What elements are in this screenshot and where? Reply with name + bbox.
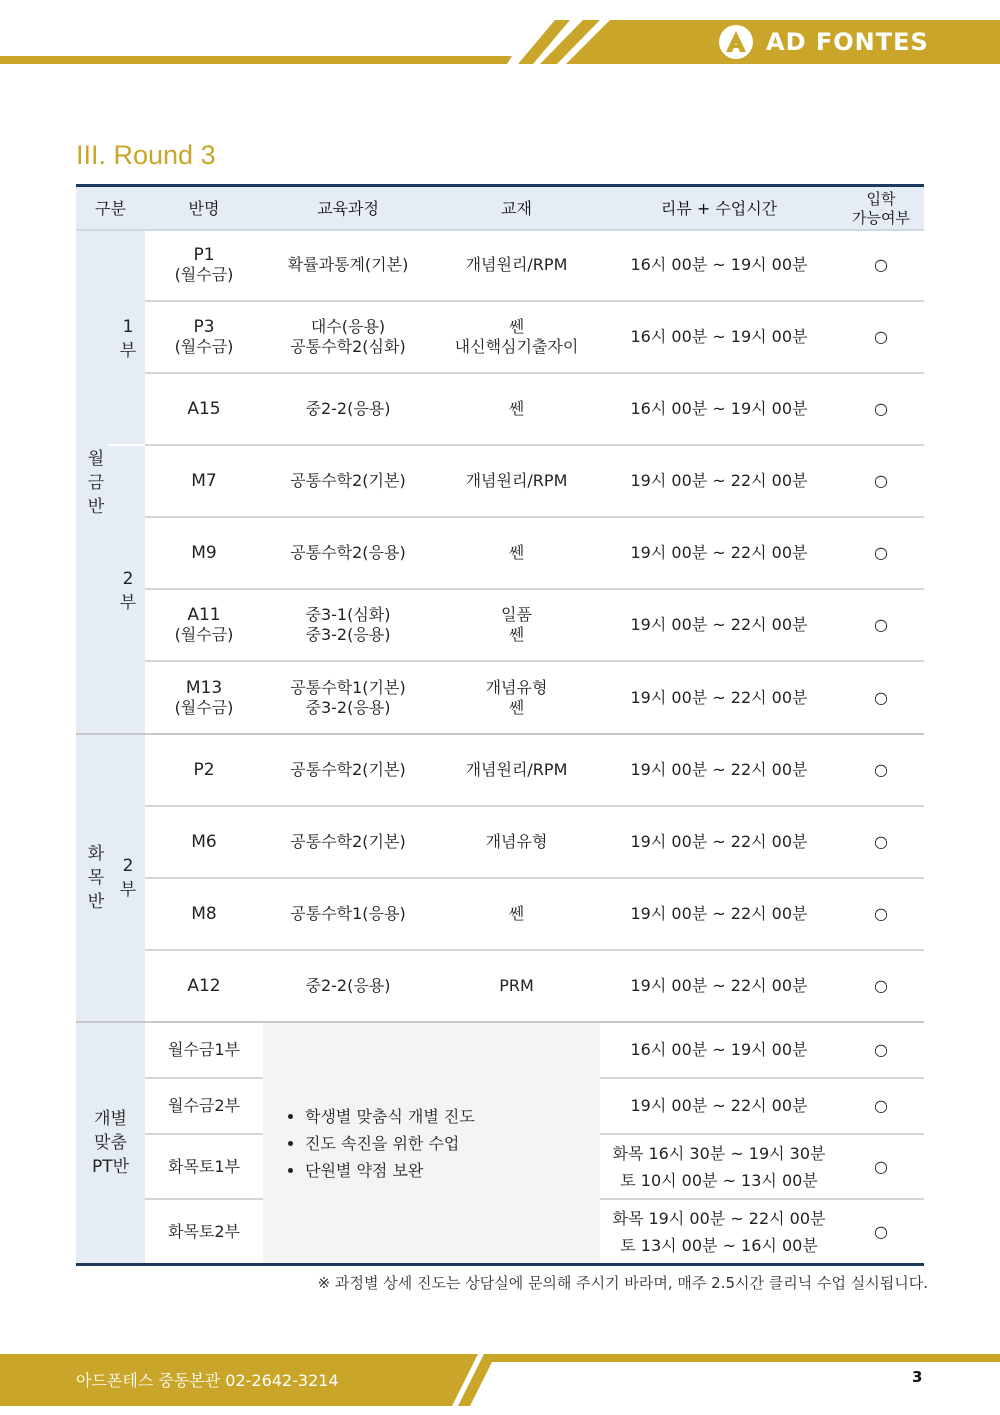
class-name: M7	[191, 471, 217, 491]
course-line: 중2-2(응용)	[305, 976, 391, 995]
textbook-cell	[433, 735, 600, 805]
course-line: 공통수학2(기본)	[290, 471, 406, 490]
textbook-cell	[433, 446, 600, 516]
course-cell	[263, 446, 433, 516]
availability-mark: ○	[874, 976, 888, 995]
course-cell	[263, 518, 433, 588]
textbook-line: 쎈	[508, 543, 525, 562]
pt-time-cell	[600, 1200, 838, 1263]
course-line: 중3-1(심화)	[305, 605, 391, 624]
page-number: 3	[912, 1368, 923, 1386]
class-cell	[145, 374, 263, 444]
pt-time-cell	[600, 1079, 838, 1133]
textbook-line: 일품	[501, 605, 532, 624]
textbook-cell	[433, 807, 600, 877]
course-line: 확률과통계(기본)	[287, 255, 409, 274]
header-class: 반명	[188, 198, 220, 218]
time-line: 토 13시 00분 ~ 16시 00분	[620, 1235, 818, 1255]
section-title: III. Round 3	[76, 140, 216, 170]
availability-mark: ○	[874, 399, 888, 418]
class-name: M13	[185, 677, 223, 698]
course-line: 공통수학2(심화)	[290, 337, 406, 356]
time-line: 화목 19시 00분 ~ 22시 00분	[612, 1208, 826, 1228]
textbook-line: 개념유형	[485, 677, 548, 697]
class-cell	[145, 807, 263, 877]
availability-mark: ○	[874, 471, 888, 490]
class-name: A15	[187, 399, 221, 419]
class-days: (월수금)	[174, 337, 234, 356]
course-cell	[263, 951, 433, 1021]
part-label-char: 부	[119, 593, 137, 613]
course-cell	[263, 662, 433, 733]
table-row	[0, 590, 1000, 660]
course-line: 공통수학1(기본)	[290, 677, 406, 697]
time-cell: 19시 00분 ~ 22시 00분	[630, 687, 808, 707]
class-cell	[145, 230, 263, 300]
course-line: 중3-2(응용)	[305, 625, 391, 644]
class-name: A12	[187, 976, 221, 996]
availability-mark: ○	[874, 327, 888, 346]
class-name: M9	[191, 543, 217, 563]
time-line: 토 10시 00분 ~ 13시 00분	[620, 1170, 818, 1190]
part-label-char: 2	[122, 856, 134, 876]
textbook-cell	[433, 879, 600, 949]
table-row	[0, 446, 1000, 516]
textbook-cell	[433, 662, 600, 733]
group-label-char: 반	[87, 892, 105, 912]
group-label-char: 목	[87, 868, 105, 888]
table-row	[0, 230, 1000, 300]
textbook-line: 쎈	[508, 399, 525, 418]
group-label-char: 금	[87, 473, 105, 493]
class-cell	[145, 446, 263, 516]
header-textbook: 교재	[501, 198, 532, 218]
course-cell	[263, 230, 433, 300]
time-line: 19시 00분 ~ 22시 00분	[630, 1096, 808, 1115]
brand-logo	[718, 24, 929, 60]
textbook-line: 개념원리/RPM	[465, 760, 568, 779]
course-line: 공통수학1(응용)	[290, 904, 406, 923]
time-cell: 19시 00분 ~ 22시 00분	[630, 471, 808, 490]
header-category: 구분	[95, 198, 126, 218]
availability-mark: ○	[874, 1040, 888, 1059]
textbook-line: 쎈	[508, 697, 525, 717]
pt-row	[0, 1079, 1000, 1133]
pt-row	[0, 1200, 1000, 1263]
group-label-char: 반	[87, 497, 105, 517]
part-label-char: 2	[122, 569, 134, 589]
time-cell: 16시 00분 ~ 19시 00분	[630, 327, 808, 346]
course-line: 대수(응용)	[310, 317, 386, 336]
header-admission	[838, 187, 924, 230]
footnote: ※ 과정별 상세 진도는 상담실에 문의해 주시기 바라며, 매주 2.5시간 클리닉 수업 실시됩니다.	[317, 1274, 928, 1292]
pt-feature-list	[285, 1103, 475, 1184]
table-row	[0, 951, 1000, 1021]
class-cell	[145, 590, 263, 660]
class-days: (월수금)	[174, 265, 234, 284]
textbook-line: 개념유형	[485, 832, 548, 851]
availability-mark: ○	[874, 255, 888, 274]
class-name: M6	[191, 832, 217, 852]
header-course: 교육과정	[317, 198, 379, 218]
table-row	[0, 807, 1000, 877]
course-cell	[263, 807, 433, 877]
availability-mark: ○	[874, 832, 888, 851]
textbook-line: 개념원리/RPM	[465, 471, 568, 490]
course-line: 중2-2(응용)	[305, 399, 391, 418]
table-row	[0, 518, 1000, 588]
header-admission-line: 가능여부	[852, 208, 910, 227]
group-label-char: 화	[87, 844, 105, 864]
table-row	[0, 302, 1000, 372]
pt-feature-item: • 단원별 약점 보완	[305, 1157, 475, 1184]
group-label-line: PT반	[91, 1157, 130, 1177]
course-cell	[263, 302, 433, 372]
pt-class-cell: 월수금2부	[167, 1096, 240, 1115]
group-label-char: 월	[87, 449, 105, 469]
textbook-cell	[433, 590, 600, 660]
course-line: 공통수학2(기본)	[290, 832, 406, 851]
class-cell	[145, 662, 263, 733]
part-label-char: 부	[119, 341, 137, 361]
time-cell: 19시 00분 ~ 22시 00분	[630, 543, 808, 562]
time-cell: 19시 00분 ~ 22시 00분	[630, 615, 808, 634]
time-cell: 16시 00분 ~ 19시 00분	[630, 255, 808, 274]
pt-feature-item: • 학생별 맞춤식 개별 진도	[305, 1103, 475, 1130]
availability-mark: ○	[874, 543, 888, 562]
time-line: 16시 00분 ~ 19시 00분	[630, 1040, 808, 1059]
course-line: 공통수학2(응용)	[290, 543, 406, 562]
pt-class-cell: 화목토2부	[167, 1221, 240, 1241]
textbook-cell	[433, 518, 600, 588]
class-days: (월수금)	[174, 697, 234, 717]
part-label-char: 부	[119, 880, 137, 900]
textbook-line: 쎈	[508, 625, 525, 644]
course-cell	[263, 879, 433, 949]
availability-mark: ○	[874, 1156, 888, 1176]
class-name: P3	[193, 317, 215, 337]
class-name: P2	[193, 760, 215, 780]
textbook-line: 쎈	[508, 904, 525, 923]
table-row	[0, 879, 1000, 949]
class-cell	[145, 735, 263, 805]
group-label-line: 개별	[94, 1109, 127, 1129]
class-cell	[145, 951, 263, 1021]
class-cell	[145, 518, 263, 588]
pt-class-cell: 화목토1부	[167, 1156, 240, 1176]
class-cell	[145, 879, 263, 949]
textbook-line: 개념원리/RPM	[465, 255, 568, 274]
header-time: 리뷰 + 수업시간	[660, 198, 778, 218]
course-cell	[263, 590, 433, 660]
availability-mark: ○	[874, 615, 888, 634]
pt-class-cell: 월수금1부	[167, 1040, 240, 1059]
availability-mark: ○	[874, 760, 888, 779]
class-name: P1	[193, 245, 215, 265]
part-label-char: 1	[122, 317, 134, 337]
course-line: 공통수학2(기본)	[290, 760, 406, 779]
time-cell: 19시 00분 ~ 22시 00분	[630, 904, 808, 923]
pt-time-cell	[600, 1023, 838, 1077]
table-row	[0, 735, 1000, 805]
textbook-cell	[433, 302, 600, 372]
footer-contact: 아드폰테스 중동본관 02-2642-3214	[76, 1371, 339, 1390]
class-days: (월수금)	[174, 625, 234, 644]
time-cell: 19시 00분 ~ 22시 00분	[630, 976, 808, 995]
class-name: A11	[187, 605, 221, 625]
header-admission-line: 입학	[866, 189, 896, 208]
availability-mark: ○	[874, 904, 888, 923]
course-line: 중3-2(응용)	[305, 697, 391, 717]
availability-mark: ○	[874, 1221, 888, 1241]
class-cell	[145, 302, 263, 372]
group-label-line: 맞춤	[94, 1133, 127, 1153]
time-line: 화목 16시 30분 ~ 19시 30분	[612, 1143, 826, 1163]
brand-logo-text: AD FONTES	[766, 28, 929, 56]
course-cell	[263, 735, 433, 805]
textbook-line: PRM	[499, 976, 534, 995]
logo-icon	[718, 24, 754, 60]
pt-row	[0, 1023, 1000, 1077]
availability-mark: ○	[874, 687, 888, 707]
table-bottom-border	[76, 1263, 924, 1266]
pt-row	[0, 1135, 1000, 1198]
textbook-line: 내신핵심기출자이	[454, 337, 579, 356]
table-row	[0, 662, 1000, 733]
textbook-cell	[433, 951, 600, 1021]
pt-feature-item: • 진도 속진을 위한 수업	[305, 1130, 475, 1157]
textbook-line: 쎈	[508, 317, 525, 336]
pt-time-cell	[600, 1135, 838, 1198]
table-row	[0, 374, 1000, 444]
textbook-cell	[433, 230, 600, 300]
textbook-cell	[433, 374, 600, 444]
time-cell: 19시 00분 ~ 22시 00분	[630, 760, 808, 779]
availability-mark: ○	[874, 1096, 888, 1115]
time-cell: 19시 00분 ~ 22시 00분	[630, 832, 808, 851]
course-cell	[263, 374, 433, 444]
time-cell: 16시 00분 ~ 19시 00분	[630, 399, 808, 418]
class-name: M8	[191, 904, 217, 924]
